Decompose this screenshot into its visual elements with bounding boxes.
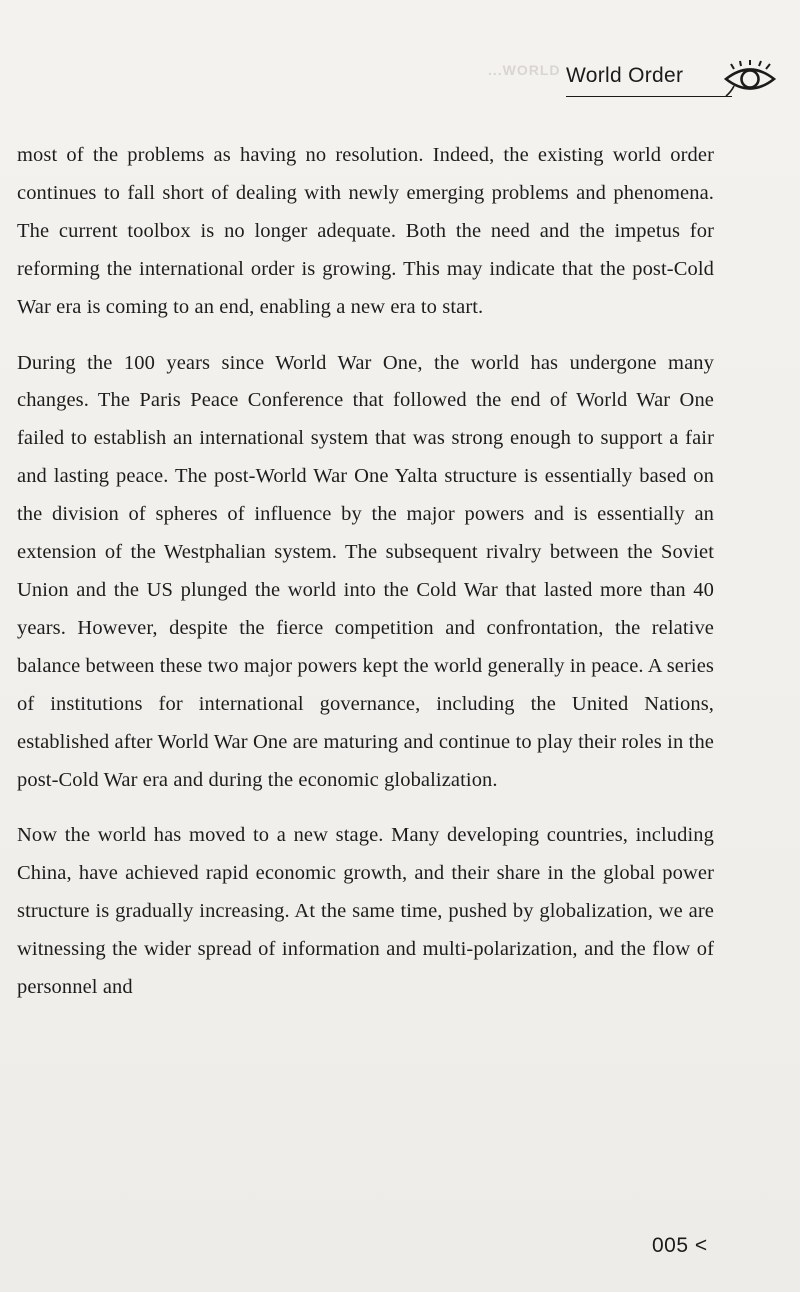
paragraph-3: Now the world has moved to a new stage. Many developing countries, including China, have achieved rapid economic growth, and their share in the global power structure is gradually increasing. At the same time, pushed by globalization, we are witnessing the wider spread of information and multi-polarization, and the flow of personnel and — [17, 824, 714, 999]
eye-icon — [722, 60, 778, 100]
header-rule — [566, 96, 732, 97]
running-header-title: World Order — [566, 64, 684, 87]
paragraph-2: During the 100 years since World War One, the world has undergone many changes. The Paris Peace Conference that followed the end of World War One failed to establish an international system that was strong enough to support a fair and lasting peace. The post-World War One Yalta structure is essentially based on the division of spheres of influence by the major powers and is essentially an extension of the Westphalian system. The subsequent rivalry between the Soviet Union and the US plunged the world into the Cold War that lasted more than 40 years. However, despite the fierce competition and confrontation, the relative balance between these two major powers kept the world generally in peace. A series of institutions for international governance, including the United Nations, established after World War One are maturing and continue to play their roles in the post-Cold War era and during the economic globalization. — [17, 351, 714, 791]
paragraph-1: most of the problems as having no resolution. Indeed, the existing world order continues to fall short of dealing with newly emerging problems and phenomena. The current toolbox is no longer adequate. Both the need and the impetus for reforming the international order is growing. This may indicate that the post-Cold War era is coming to an end, enabling a new era to start. — [17, 144, 714, 318]
page-number: 005 < — [652, 1234, 708, 1257]
show-through-header-text: ...WORLD — [488, 62, 561, 78]
body-text — [17, 137, 714, 1007]
